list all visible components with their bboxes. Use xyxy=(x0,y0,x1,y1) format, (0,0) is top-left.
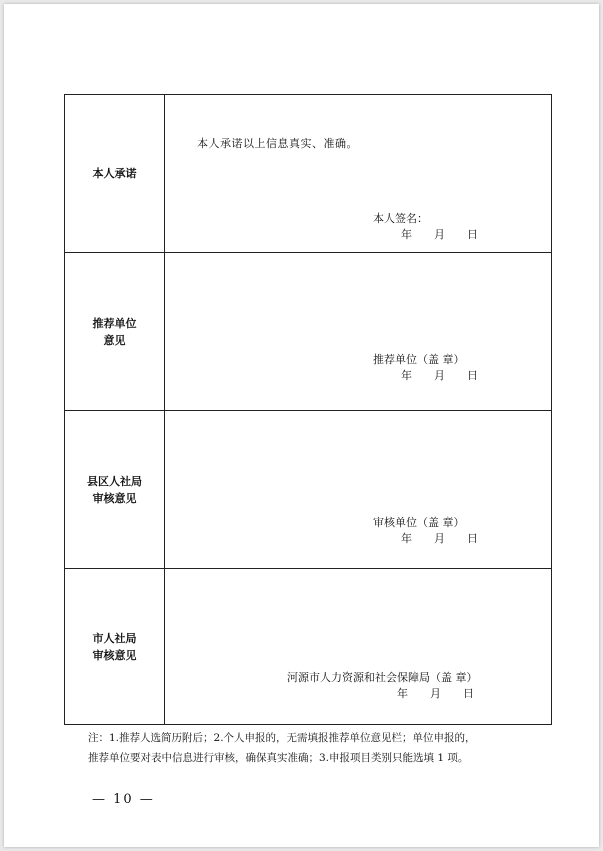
date-line xyxy=(401,367,478,383)
recommending-unit-content-cell[interactable] xyxy=(165,253,552,411)
label-city-bureau-review: 市人社局 审核意见 xyxy=(65,569,165,725)
table-row-recommending-unit xyxy=(65,253,552,411)
table-row-county-review xyxy=(65,411,552,569)
city-review-content-cell[interactable] xyxy=(165,569,552,725)
date-line xyxy=(397,685,474,701)
table-row-personal-commitment xyxy=(65,95,552,253)
day-label: 日 xyxy=(463,687,474,700)
recommending-unit-seal-label: 推荐单位（盖 章） xyxy=(373,353,465,366)
footnote-line-2: 推荐单位要对表中信息进行审核，确保真实准确；3.申报项目类别只能选填 1 项。 xyxy=(88,752,469,764)
document-page xyxy=(4,4,599,847)
footnote xyxy=(88,728,558,768)
date-line xyxy=(401,226,478,242)
city-bureau-seal-label: 河源市人力资源和社会保障局（盖 章） xyxy=(287,671,478,684)
month-label: 月 xyxy=(434,532,445,545)
month-label: 月 xyxy=(430,687,441,700)
date-line xyxy=(401,530,478,546)
approval-form-table xyxy=(64,94,552,725)
day-label: 日 xyxy=(467,369,478,382)
label-county-bureau-review: 县区人社局 审核意见 xyxy=(65,411,165,569)
year-label: 年 xyxy=(401,228,412,241)
page-number: — 10 — xyxy=(92,792,155,807)
commitment-statement: 本人承诺以上信息真实、准确。 xyxy=(197,137,358,150)
footnote-line-1: 注：1.推荐人选简历附后；2.个人申报的，无需填报推荐单位意见栏；单位申报的， xyxy=(88,732,476,744)
month-label: 月 xyxy=(434,228,445,241)
year-label: 年 xyxy=(401,369,412,382)
signature-label: 本人签名： xyxy=(373,212,428,225)
commitment-content-cell[interactable] xyxy=(165,95,552,253)
day-label: 日 xyxy=(467,532,478,545)
day-label: 日 xyxy=(467,228,478,241)
review-unit-seal-label: 审核单位（盖 章） xyxy=(373,516,465,529)
label-personal-commitment: 本人承诺 xyxy=(65,95,165,253)
month-label: 月 xyxy=(434,369,445,382)
label-recommending-unit-opinion: 推荐单位 意见 xyxy=(65,253,165,411)
county-review-content-cell[interactable] xyxy=(165,411,552,569)
table-row-city-review xyxy=(65,569,552,725)
year-label: 年 xyxy=(397,687,408,700)
year-label: 年 xyxy=(401,532,412,545)
